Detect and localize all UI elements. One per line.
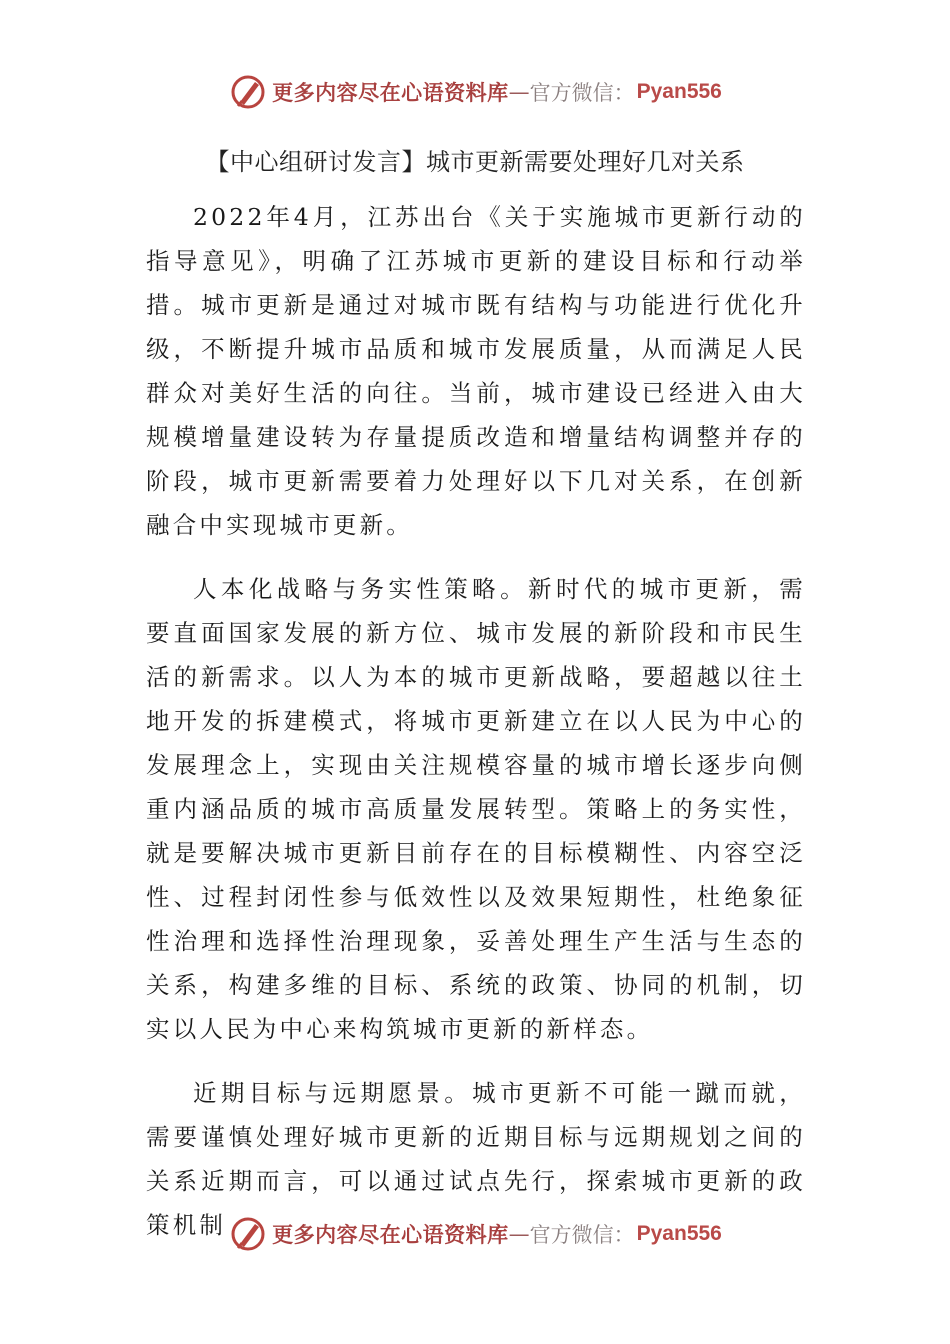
header-watermark-banner (0, 72, 950, 112)
document-body (146, 195, 806, 1267)
footer-watermark-banner (0, 1214, 950, 1254)
pen-nib-logo-icon (228, 72, 268, 112)
banner-text: 更多内容尽在心语资料库 (272, 1223, 509, 1247)
wechat-label: 官方微信： (529, 81, 635, 105)
wechat-label: 官方微信： (529, 1223, 635, 1247)
banner-separator: — (508, 80, 530, 104)
wechat-id: Pyan556 (636, 1222, 722, 1245)
pen-nib-logo-icon (228, 1214, 268, 1254)
paragraph: 近期目标与远期愿景。城市更新不可能一蹴而就，需要谨慎处理好城市更新的近期目标与远期规划之间的关系近期而言，可以通过试点先行，探索城市更新的政策机制 (146, 1079, 806, 1239)
paragraph: 2022年4月，江苏出台《关于实施城市更新行动的指导意见》，明确了江苏城市更新的建设目标和行动举措。城市更新是通过对城市既有结构与功能进行优化升级，不断提升城市品质和城市发展质量，从而满足人民群众对美好生活的向往。当前，城市建设已经进入由大规模增量建设转为存量提质改造和增量结构调整并存的阶段，城市更新需要着力处理好以下几对关系，在创新融合中实现城市更新。 (146, 203, 806, 539)
banner-separator: — (508, 1222, 530, 1246)
paragraph: 人本化战略与务实性策略。新时代的城市更新，需要直面国家发展的新方位、城市发展的新阶段和市民生活的新需求。以人为本的城市更新战略，要超越以往土地开发的拆建模式，将城市更新建立在以人民为中心的发展理念上，实现由关注规模容量的城市增长逐步向侧重内涵品质的城市高质量发展转型。策略上的务实性，就是要解决城市更新目前存在的目标模糊性、内容空泛性、过程封闭性参与低效性以及效果短期性，杜绝象征性治理和选择性治理现象，妥善处理生产生活与生态的关系，构建多维的目标、系统的政策、协同的机制，切实以人民为中心来构筑城市更新的新样态。 (146, 575, 806, 1043)
wechat-id: Pyan556 (636, 80, 722, 103)
banner-text: 更多内容尽在心语资料库 (272, 81, 509, 105)
document-title: 【中心组研讨发言】城市更新需要处理好几对关系 (205, 148, 745, 176)
